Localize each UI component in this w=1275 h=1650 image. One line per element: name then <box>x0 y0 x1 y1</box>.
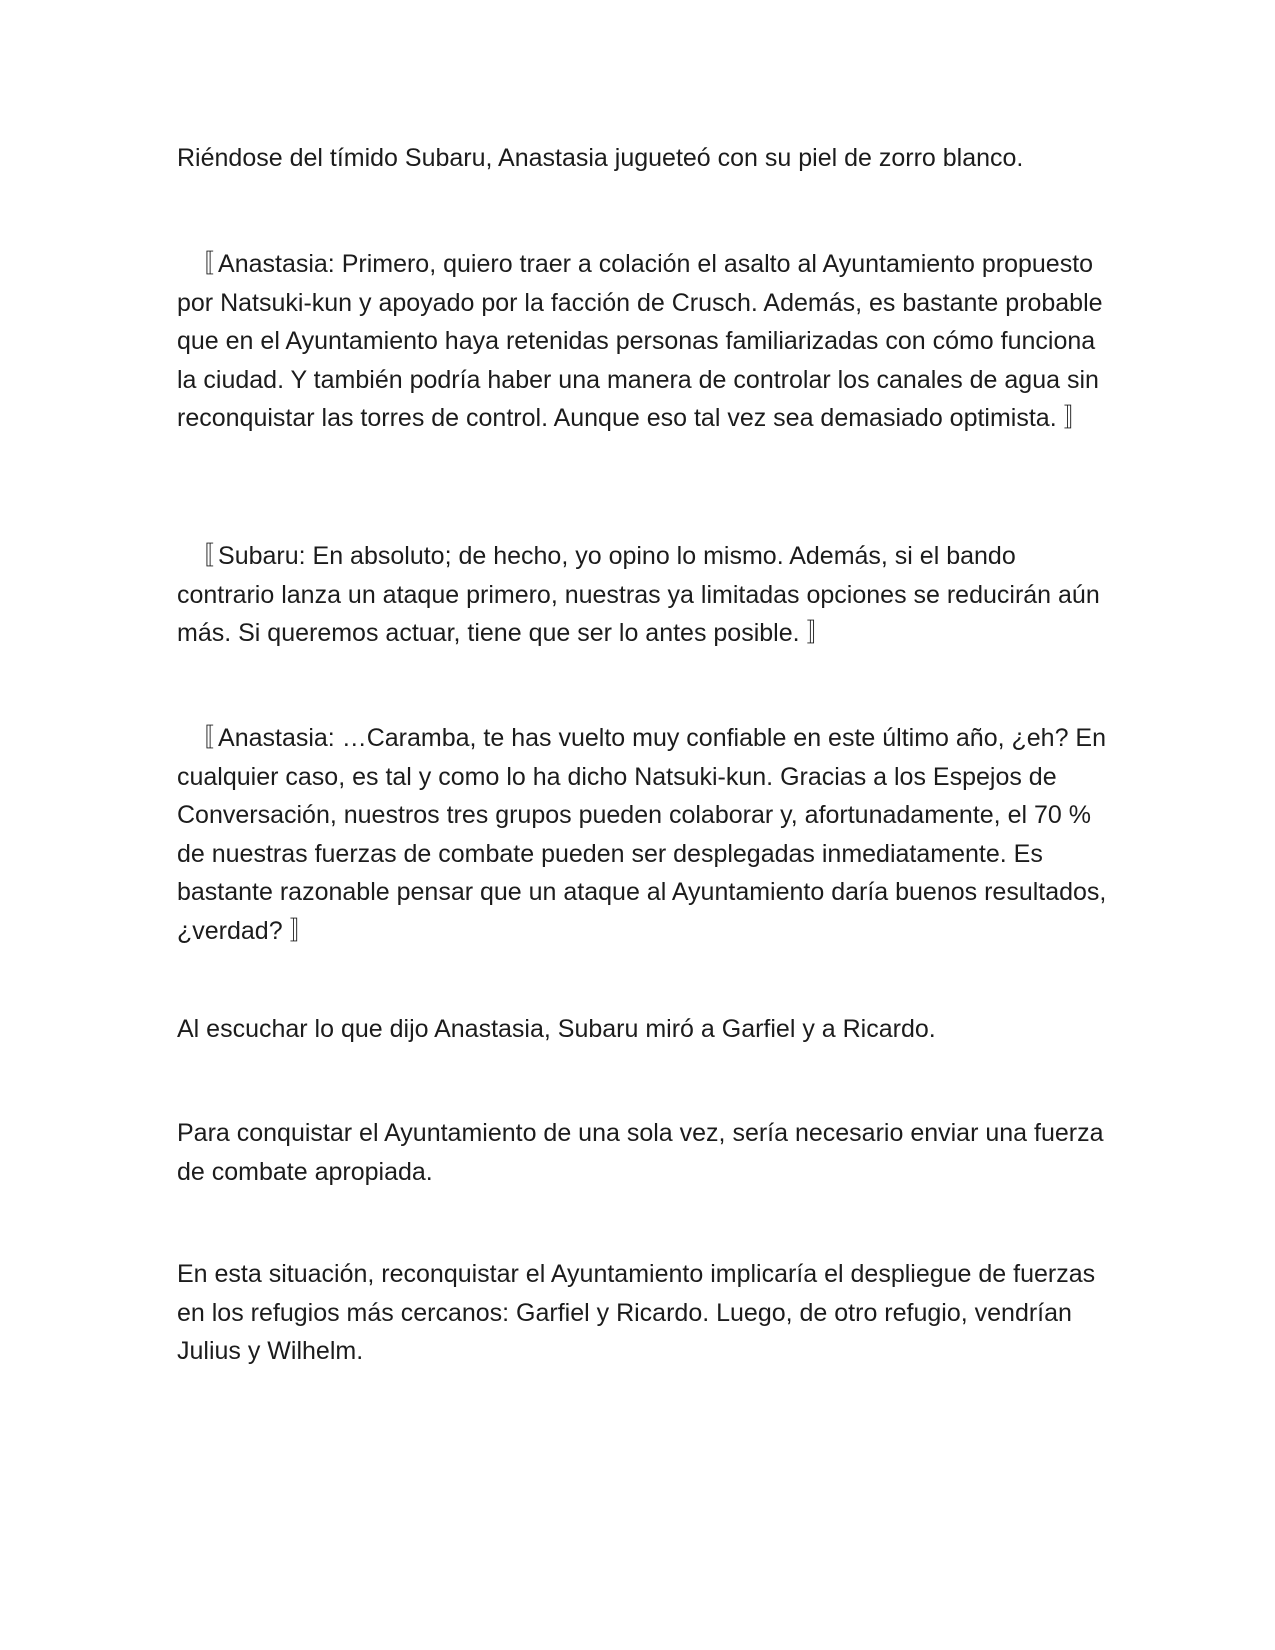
paragraph-text: Riéndose del tímido Subaru, Anastasia jugueteó con su piel de zorro blanco. <box>177 144 1024 172</box>
paragraph-text: Anastasia: Primero, quiero traer a colación el asalto al Ayuntamiento propuesto por Natsuki-kun y apoyado por la facción de Crusch. Además, es bastante probable que en el Ayuntamiento haya retenidas personas familiarizadas con cómo funciona la ciudad. Y también podría haber una manera de controlar los canales de agua sin reconquistar las torres de control. Aunque eso tal vez sea demasiado optimista. <box>177 250 1103 433</box>
narration-paragraph <box>177 1114 1112 1191</box>
close-bracket: 〛 <box>1063 404 1089 433</box>
open-bracket: 〚 <box>189 250 215 278</box>
close-bracket: 〛 <box>806 619 832 648</box>
dialogue-paragraph <box>177 245 1112 438</box>
paragraph-text: Subaru: En absoluto; de hecho, yo opino lo mismo. Además, si el bando contrario lanza un ataque primero, nuestras ya limitadas opciones se reducirán aún más. Si queremos actuar, tiene que ser lo antes posible. <box>177 542 1100 648</box>
narration-paragraph <box>177 139 1112 178</box>
paragraph-text: Anastasia: …Caramba, te has vuelto muy confiable en este último año, ¿eh? En cualquier caso, es tal y como lo ha dicho Natsuki-kun. Gracias a los Espejos de Conversación, nuestros tres grupos pueden colaborar y, afortunadamente, el 70 % de nuestras fuerzas de combate pueden ser desplegadas inmediatamente. Es bastante razonable pensar que un ataque al Ayuntamiento daría buenos resultados, ¿verdad? <box>177 724 1107 945</box>
narration-paragraph <box>177 1255 1112 1371</box>
open-bracket: 〚 <box>189 542 215 570</box>
paragraph-text: Para conquistar el Ayuntamiento de una sola vez, sería necesario enviar una fuerza de combate apropiada. <box>177 1119 1104 1186</box>
paragraph-text: En esta situación, reconquistar el Ayuntamiento implicaría el despliegue de fuerzas en los refugios más cercanos: Garfiel y Ricardo. Luego, de otro refugio, vendrían Julius y Wilhelm. <box>177 1260 1096 1366</box>
dialogue-paragraph <box>177 719 1112 951</box>
paragraph-text: Al escuchar lo que dijo Anastasia, Subaru miró a Garfiel y a Ricardo. <box>177 1015 936 1043</box>
open-bracket: 〚 <box>189 724 215 752</box>
dialogue-paragraph <box>177 537 1112 653</box>
narration-paragraph <box>177 1010 1112 1049</box>
close-bracket: 〛 <box>289 916 315 945</box>
